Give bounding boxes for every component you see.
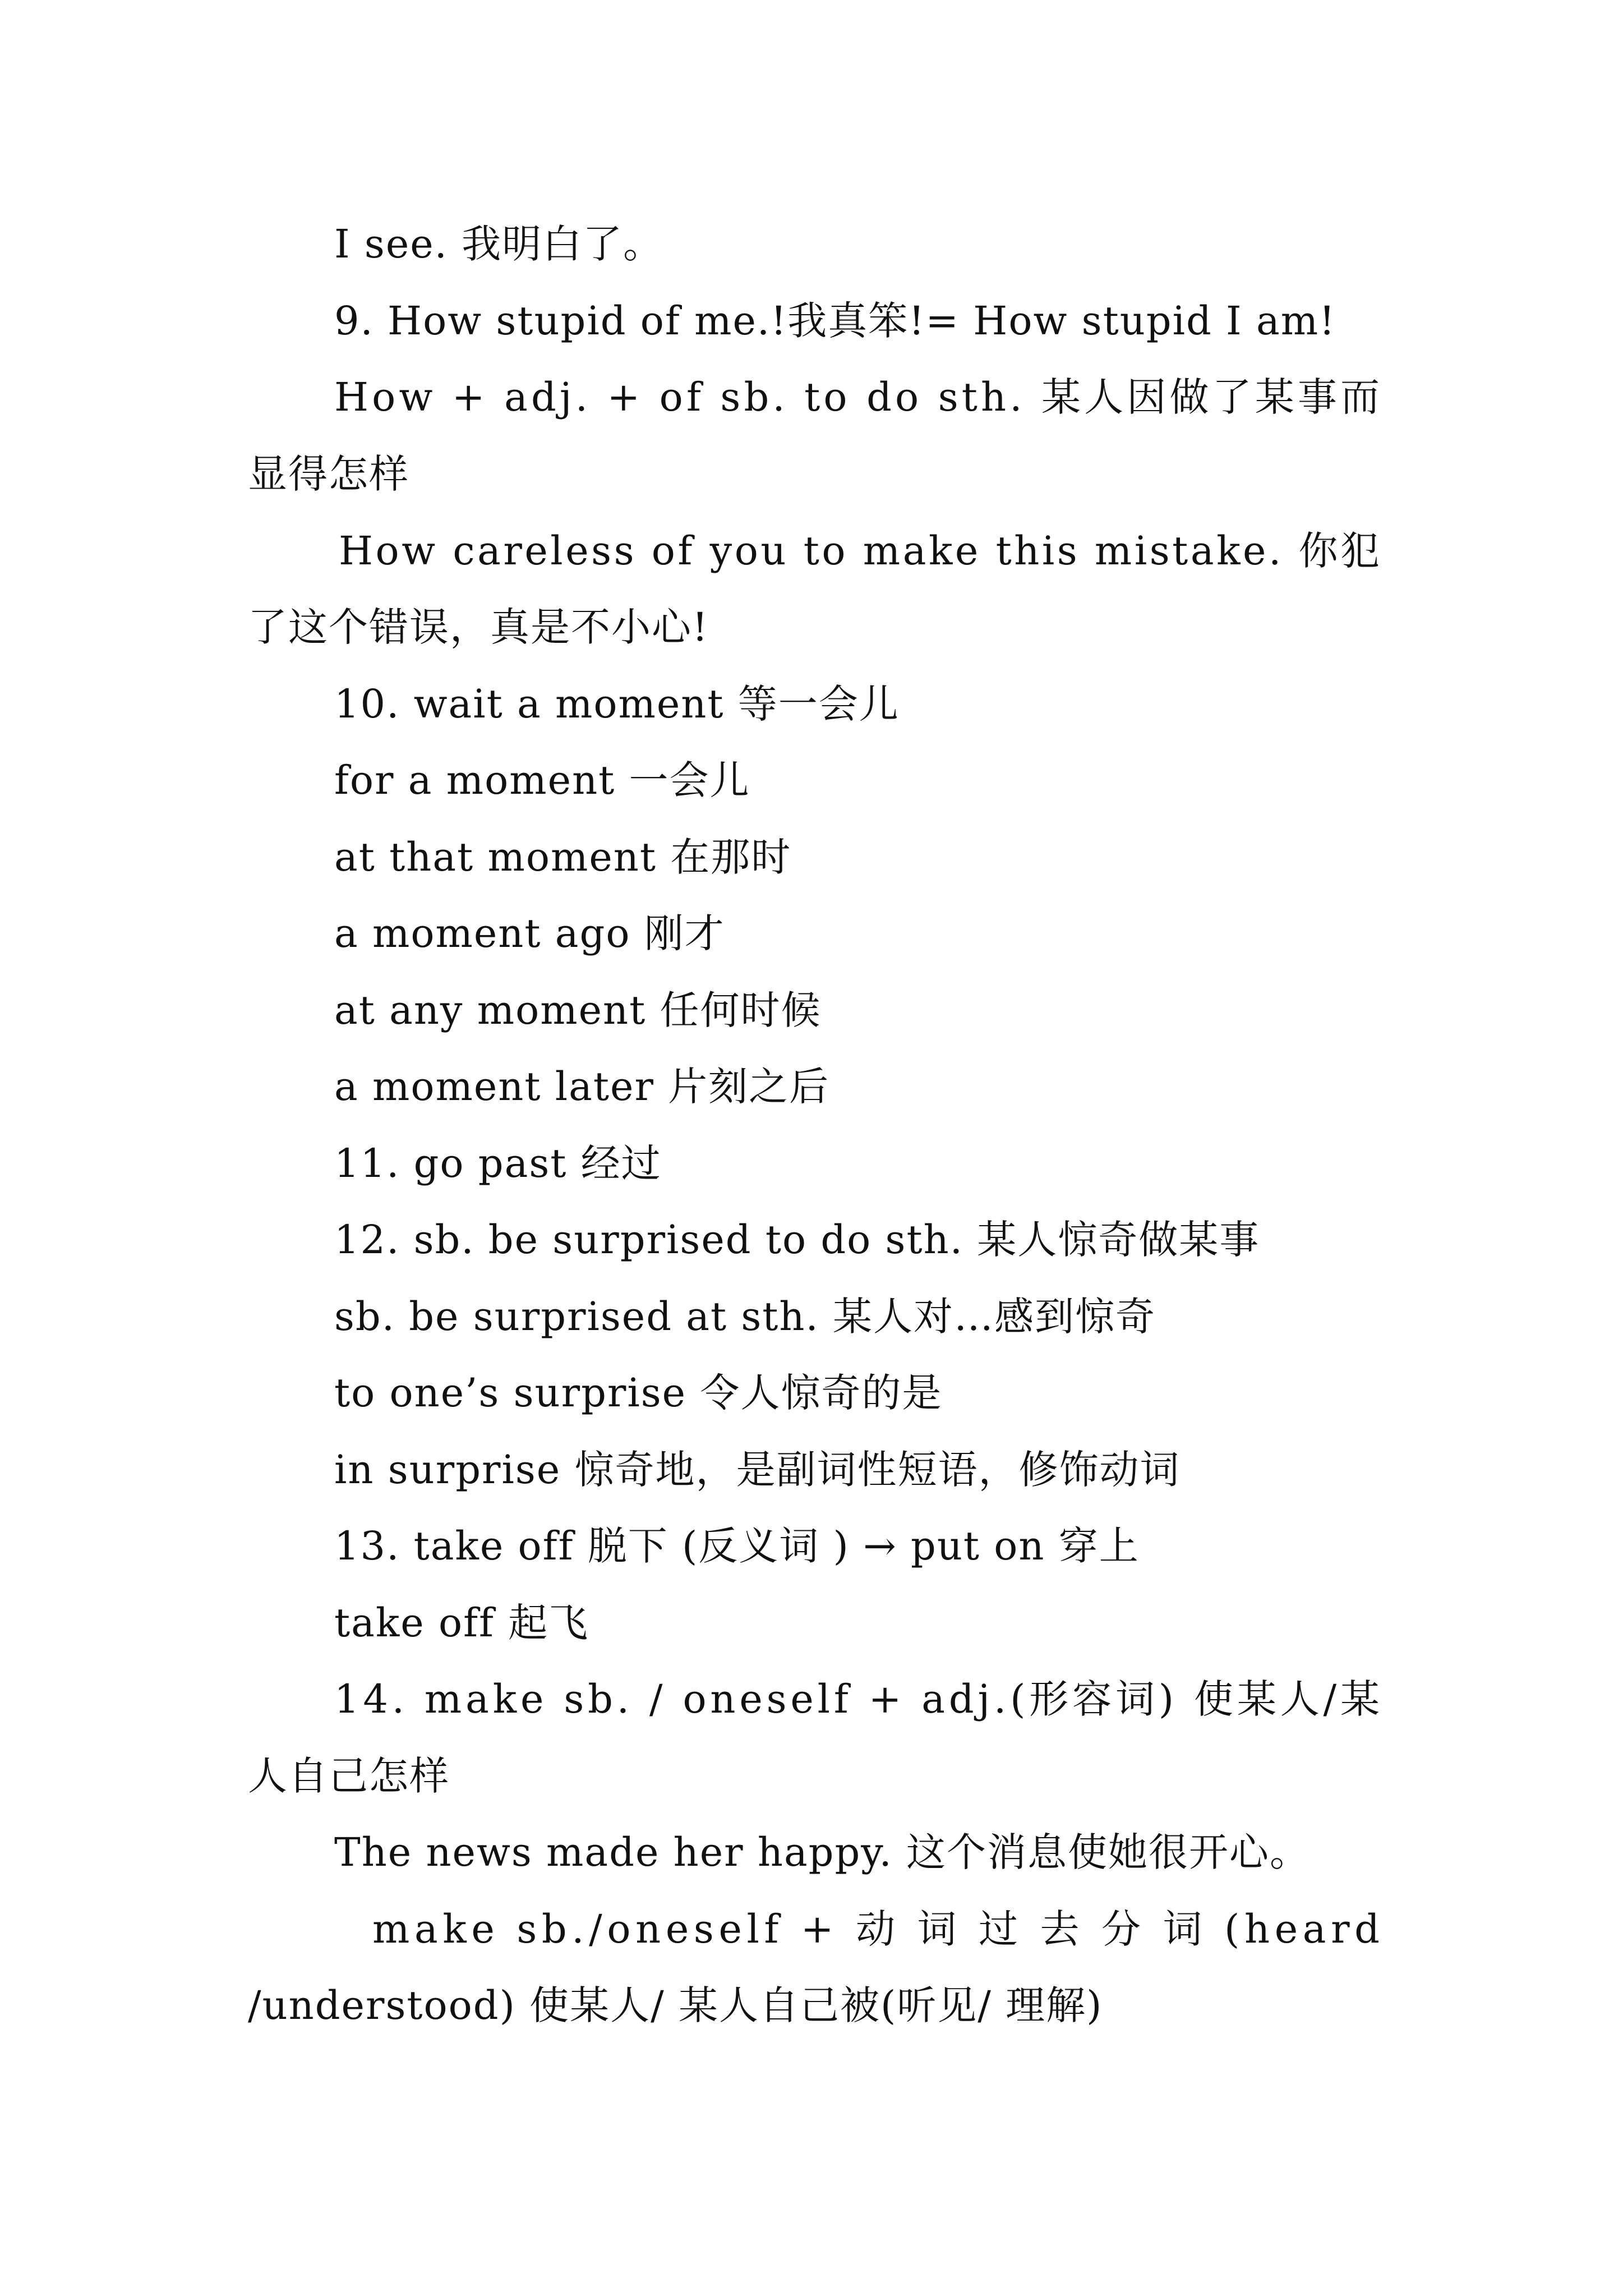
text-line-how-adj-cont: 显得怎样	[248, 451, 409, 497]
text-line-item-14-text: 14. make sb. / oneself + adj.(形容词) 使某人/某	[334, 1676, 1384, 1722]
text-line-make-past-participle-text: make sb./oneself + 动 词 过 去 分 词 (heard	[372, 1906, 1385, 1952]
text-line-item-9: 9. How stupid of me.!我真笨!= How stupid I am!	[334, 298, 1336, 344]
text-line-careless-text: How careless of you to make this mistake. 你犯	[339, 528, 1382, 574]
text-line-surprised-at: sb. be surprised at sth. 某人对…感到惊奇	[334, 1294, 1156, 1340]
text-line-to-ones-surprise: to one’s surprise 令人惊奇的是	[334, 1370, 943, 1416]
text-line-how-adj	[334, 369, 1384, 425]
text-line-at-any-moment: at any moment 任何时候	[334, 987, 822, 1033]
text-line-in-surprise: in surprise 惊奇地，是副词性短语，修饰动词	[334, 1447, 1181, 1493]
text-line-careless	[339, 523, 1380, 579]
text-line-item-11: 11. go past 经过	[334, 1140, 662, 1186]
text-line-news-example: The news made her happy. 这个消息使她很开心。	[334, 1829, 1311, 1875]
text-line-a-moment-ago: a moment ago 刚才	[334, 910, 725, 956]
text-line-take-off-fly: take off 起飞	[334, 1600, 589, 1646]
text-line-careless-cont: 了这个错误，真是不小心!	[248, 604, 709, 650]
text-line-at-that-moment: at that moment 在那时	[334, 834, 792, 880]
text-line-for-a-moment: for a moment 一会儿	[334, 757, 750, 803]
text-line-how-adj-text: How + adj. + of sb. to do sth. 某人因做了某事而	[334, 374, 1384, 420]
text-line-item-10: 10. wait a moment 等一会儿	[334, 681, 900, 727]
text-line-make-past-participle	[372, 1901, 1385, 1957]
text-line-i-see: I see. 我明白了。	[334, 221, 664, 267]
text-line-make-past-participle-cont: /understood) 使某人/ 某人自己被(听见/ 理解)	[248, 1982, 1103, 2028]
text-line-a-moment-later: a moment later 片刻之后	[334, 1064, 830, 1110]
text-line-item-14	[334, 1671, 1384, 1727]
text-line-item-13: 13. take off 脱下 (反义词 ) → put on 穿上	[334, 1523, 1140, 1569]
text-line-item-14-cont: 人自己怎样	[248, 1753, 450, 1799]
text-line-item-12: 12. sb. be surprised to do sth. 某人惊奇做某事	[334, 1217, 1260, 1263]
